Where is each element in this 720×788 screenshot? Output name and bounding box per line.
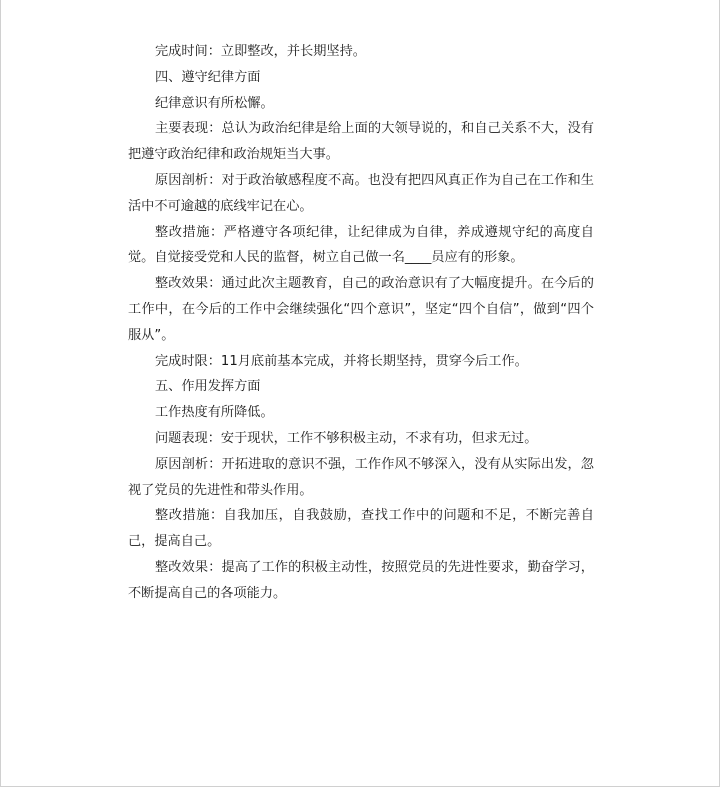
paragraph-rectification-measures-2: 整改措施：自我加压，自我鼓励，查找工作中的问题和不足，不断完善自己，提高自己。: [128, 508, 594, 550]
section-heading-role: 五、作用发挥方面: [155, 379, 261, 395]
paragraph-rectification-effect-2: 整改效果：提高了工作的积极主动性，按照党员的先进性要求，勤奋学习，不断提高自己的各项能力。: [128, 559, 594, 601]
paragraph-main-manifestation: 主要表现：总认为政治纪律是给上面的大领导说的，和自己关系不大，没有把遵守政治纪律和政治规矩当大事。: [128, 121, 594, 163]
paragraph-work-enthusiasm: 工作热度有所降低。: [155, 405, 274, 421]
section-heading-discipline: 四、遵守纪律方面: [155, 69, 261, 85]
paragraph-rectification-effect: 整改效果：通过此次主题教育，自己的政治意识有了大幅度提升。在今后的工作中，在今后的工作中会继续强化“四个意识”，坚定“四个自信”，做到“四个服从”。: [128, 276, 594, 343]
paragraph-cause-analysis-2: 原因剖析：开拓进取的意识不强，工作作风不够深入，没有从实际出发，忽视了党员的先进性和带头作用。: [128, 456, 594, 498]
paragraph-problem-manifestation: 问题表现：安于现状，工作不够积极主动，不求有功，但求无过。: [155, 430, 538, 446]
paragraph-rectification-measures: 整改措施：严格遵守各项纪律，让纪律成为自律，养成遵规守纪的高度自觉。自觉接受党和人民的监督，树立自己做一名____员应有的形象。: [128, 224, 594, 266]
paragraph-completion-deadline: 完成时限：11月底前基本完成，并将长期坚持，贯穿今后工作。: [155, 353, 528, 369]
paragraph-discipline-issue: 纪律意识有所松懈。: [155, 95, 274, 111]
paragraph-cause-analysis: 原因剖析：对于政治敏感程度不高。也没有把四风真正作为自己在工作和生活中不可逾越的底线牢记在心。: [128, 172, 594, 214]
document-body: [128, 39, 594, 607]
paragraph-completion-time: 完成时间：立即整改，并长期坚持。: [155, 44, 366, 59]
